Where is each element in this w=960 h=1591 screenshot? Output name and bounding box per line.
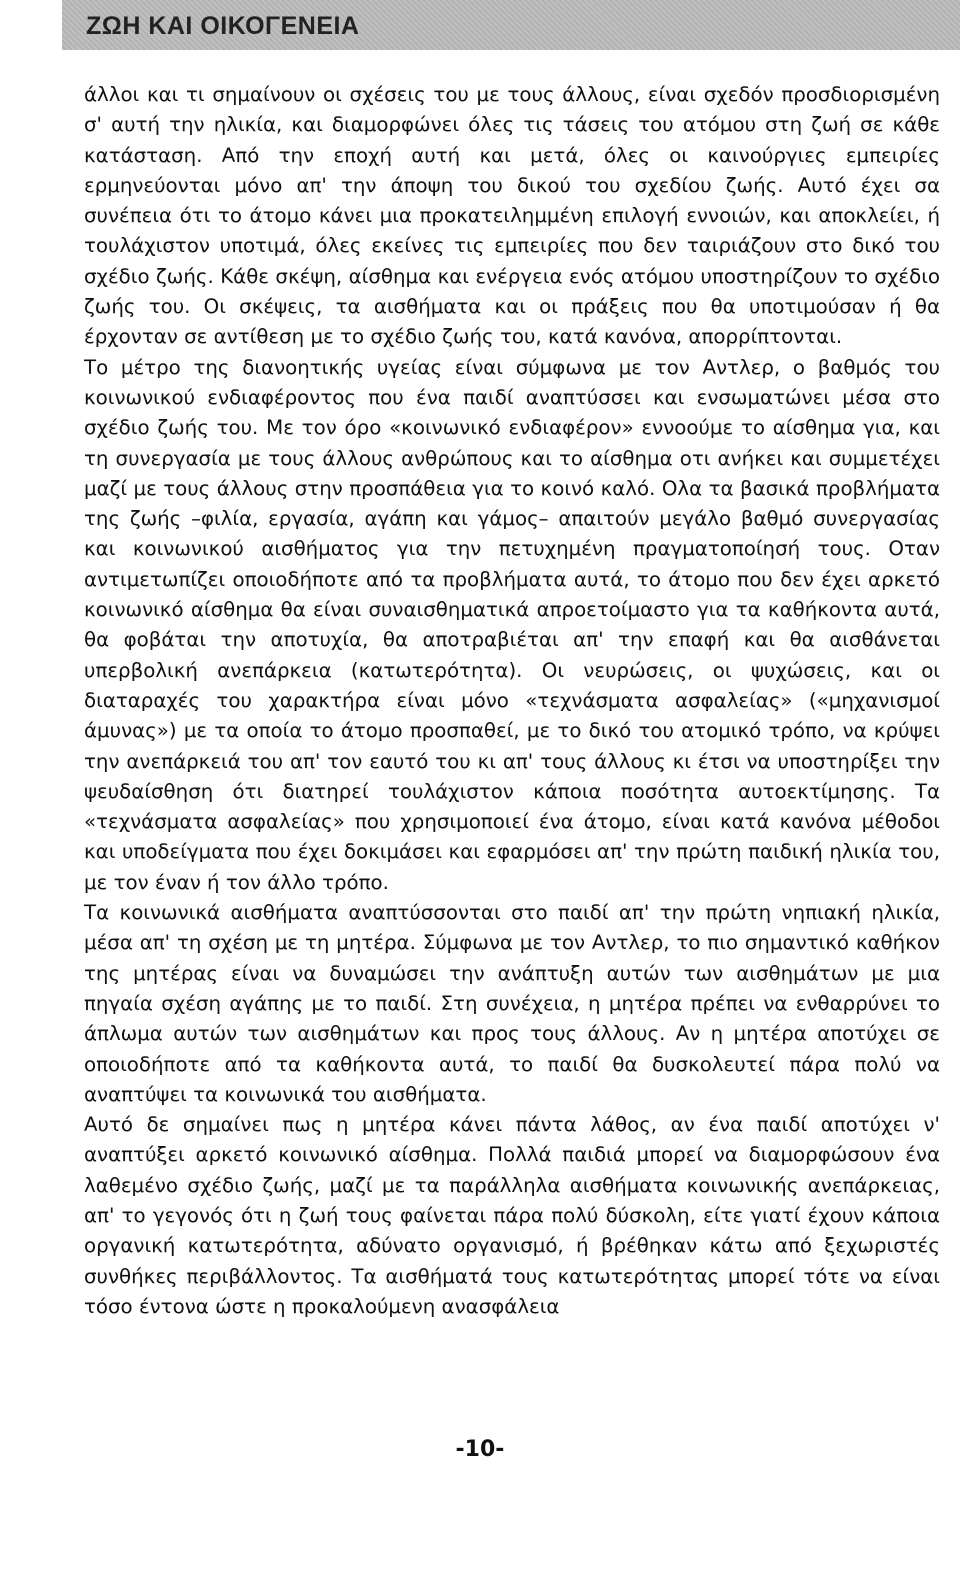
- paragraph: άλλοι και τι σημαίνουν οι σχέσεις του με τους άλλους, είναι σχεδόν προσδιορισμένη σ' αυτή την ηλικία, και διαμορφώνει όλες τις τάσεις του ατόμου στη ζωή σε κάθε κατάσταση. Από την εποχή αυτή και μετά, όλες οι καινούργιες εμπειρίες ερμηνεύονται μόνο απ' την άποψη του δικού του σχεδίου ζωής. Αυτό έχει σα συνέπεια ότι το άτομο κάνει μια προκατειλημμένη επιλογή εννοιών, και αποκλείει, ή τουλάχιστον υποτιμά, όλες εκείνες τις εμπειρίες που δεν ταιριάζουν στο δικό του σχέδιο ζωής. Κάθε σκέψη, αίσθημα και ενέργεια ενός ατόμου υποστηρίζουν το σχέδιο ζωής του. Οι σκέψεις, τα αισθήματα και οι πράξεις που θα υποτιμούσαν ή θα έρχονταν σε αντίθεση με το σχέδιο ζωής του, κατά κανόνα, απορρίπτονται.: [84, 83, 940, 349]
- running-header-title: ΖΩΗ ΚΑΙ ΟΙΚΟΓΕΝΕΙΑ: [86, 12, 360, 40]
- paragraph: Τα κοινωνικά αισθήματα αναπτύσσονται στο παιδί απ' την πρώτη νηπιακή ηλικία, μέσα απ' τη σχέση με τη μητέρα. Σύμφωνα με τον Αντλερ, το πιο σημαντικό καθήκον της μητέρας είναι να δυναμώσει την ανάπτυξη αυτών των αισθημάτων με μια πηγαία σχέση αγάπης με το παιδί. Στη συνέχεια, η μητέρα πρέπει να ενθαρρύνει το άπλωμα αυτών των αισθημάτων και προς τους άλλους. Αν η μητέρα αποτύχει σε οποιοδήποτε από τα καθήκοντα αυτά, το παιδί θα δυσκολευτεί πάρα πολύ να αναπτύψει τα κοινωνικά του αισθήματα.: [84, 901, 940, 1106]
- paragraph: Αυτό δε σημαίνει πως η μητέρα κάνει πάντα λάθος, αν ένα παιδί αποτύχει ν' αναπτύξει αρκετό κοινωνικό αίσθημα. Πολλά παιδιά μπορεί να διαμορφώσουν ένα λαθεμένο σχέδιο ζωής, μαζί με τα παράλληλα αισθήματα κοινωνικής ανεπάρκειας, απ' το γεγονός ότι η ζωή τους φαίνεται πάρα πολύ δύσκολη, είτε γιατί έχουν κάποια οργανική κατωτερότητα, αδύνατο οργανισμό, ή βρέθηκαν κάτω από ξεχωριστές συνθήκες περιβάλλοντος. Τα αισθήματά τους κατωτερότητας μπορεί τότε να είναι τόσο έντονα ώστε η προκαλούμενη ανασφάλεια: [84, 1113, 940, 1318]
- page-number: -10-: [455, 1437, 505, 1462]
- body-text: [84, 80, 940, 1322]
- paragraph: Το μέτρο της διανοητικής υγείας είναι σύμφωνα με τον Αντλερ, ο βαθμός του κοινωνικού ενδιαφέροντος που ένα παιδί αναπτύσσει και ενσωματώνει μέσα στο σχέδιο ζωής του. Με τον όρο «κοινωνικό ενδιαφέρον» εννοούμε το αίσθημα για, και τη συνεργασία με τους άλλους ανθρώπους και το αίσθημα οτι ανήκει και συμμετέχει μαζί με τους άλλους στην προσπάθεια για το κοινό καλό. Ολα τα βασικά προβλήματα της ζωής –φιλία, εργασία, αγάπη και γάμος– απαιτούν μεγάλο βαθμό συνεργασίας και κοινωνικού αισθήματος για την πετυχημένη πραγματοποίησή τους. Οταν αντιμετωπίζει οποιοδήποτε από τα προβλήματα αυτά, το άτομο που δεν έχει αρκετό κοινωνικό αίσθημα θα είναι συναισθηματικά απροετοίμαστο για τα καθήκοντα αυτά, θα φοβάται την αποτυχία, θα αποτραβιέται απ' την επαφή και θα αισθάνεται υπερβολική ανεπάρκεια (κατωτερότητα). Οι νευρώσεις, οι ψυχώσεις, και οι διαταραχές του χαρακτήρα είναι μόνο «τεχνάσματα ασφαλείας» («μηχανισμοί άμυνας») με τα οποία το άτομο προσπαθεί, με το δικό του ατομικό τρόπο, να κρύψει την ανεπάρκειά του απ' τον εαυτό του κι απ' τους άλλους κι έτσι να υποστηρίξει την ψευδαίσθηση ότι διατηρεί τουλάχιστον κάποια ποσότητα αυτοεκτίμησης. Τα «τεχνάσματα ασφαλείας» που χρησιμοποιεί ένα άτομο, είναι κατά κανόνα μέθοδοι και υποδείγματα που έχει δοκιμάσει και εφαρμόσει απ' την πρώτη παιδική ηλικία του, με τον έναν ή τον άλλο τρόπο.: [84, 355, 940, 894]
